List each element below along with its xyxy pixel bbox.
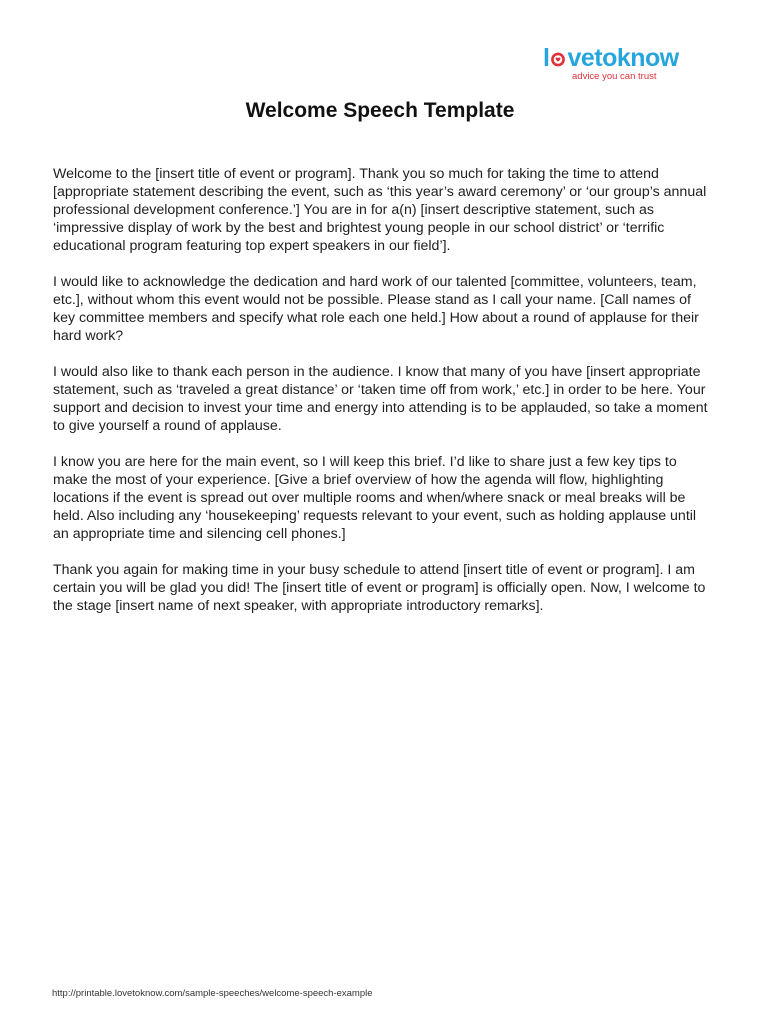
paragraph: I would like to acknowledge the dedication and hard work of our talented [committee, volunteers, team, etc.], without whom this event would not be possible. Please stand as I call your name. [Call names of key committee members and specify what role each one held.] How about a round of applause for their hard work? bbox=[53, 274, 699, 344]
document-body bbox=[53, 165, 715, 633]
paragraph: I would also like to thank each person in the audience. I know that many of you have [insert appropriate statement, such as ‘traveled a great distance’ or ‘taken time off from work,’ etc.] in order to be here. Your support and decision to invest your time and energy into attending is to be applauded, so take a moment to give yourself a round of applause. bbox=[53, 364, 708, 434]
logo-wordmark bbox=[543, 44, 703, 72]
paragraph: Thank you again for making time in your busy schedule to attend [insert title of event or program]. I am certain you will be glad you did! The [insert title of event or program] is officially open. Now, I welcome to the stage [insert name of next speaker, with appropriate introductory remarks]. bbox=[53, 562, 706, 614]
paragraph: Welcome to the [insert title of event or program]. Thank you so much for taking the time to attend [appropriate statement describing the event, such as ‘this year’s award ceremony’ or ‘our group’s annual professional development conference.’] You are in for a(n) [insert descriptive statement, such as ‘impressive display of work by the best and brightest young people in our school district’ or ‘terrific educational program featuring top expert speakers in our field’]. bbox=[53, 166, 707, 254]
logo-suffix: vetoknow bbox=[567, 44, 679, 72]
heart-o-icon bbox=[550, 51, 566, 67]
logo-prefix: l bbox=[543, 44, 550, 72]
paragraph: I know you are here for the main event, so I will keep this brief. I’d like to share just a few key tips to make the most of your experience. [Give a brief overview of how the agenda will flow, highlighting locations if the event is spread out over multiple rooms and when/where snack or meal breaks will be held. Also including any ‘housekeeping’ requests relevant to your event, such as holding applause until an appropriate time and silencing cell phones.] bbox=[53, 454, 697, 542]
lovetoknow-logo bbox=[543, 44, 703, 84]
logo-tagline: advice you can trust bbox=[572, 71, 657, 82]
document-title: Welcome Speech Template bbox=[245, 99, 515, 122]
footer-url: http://printable.lovetoknow.com/sample-speeches/welcome-speech-example bbox=[52, 988, 373, 999]
